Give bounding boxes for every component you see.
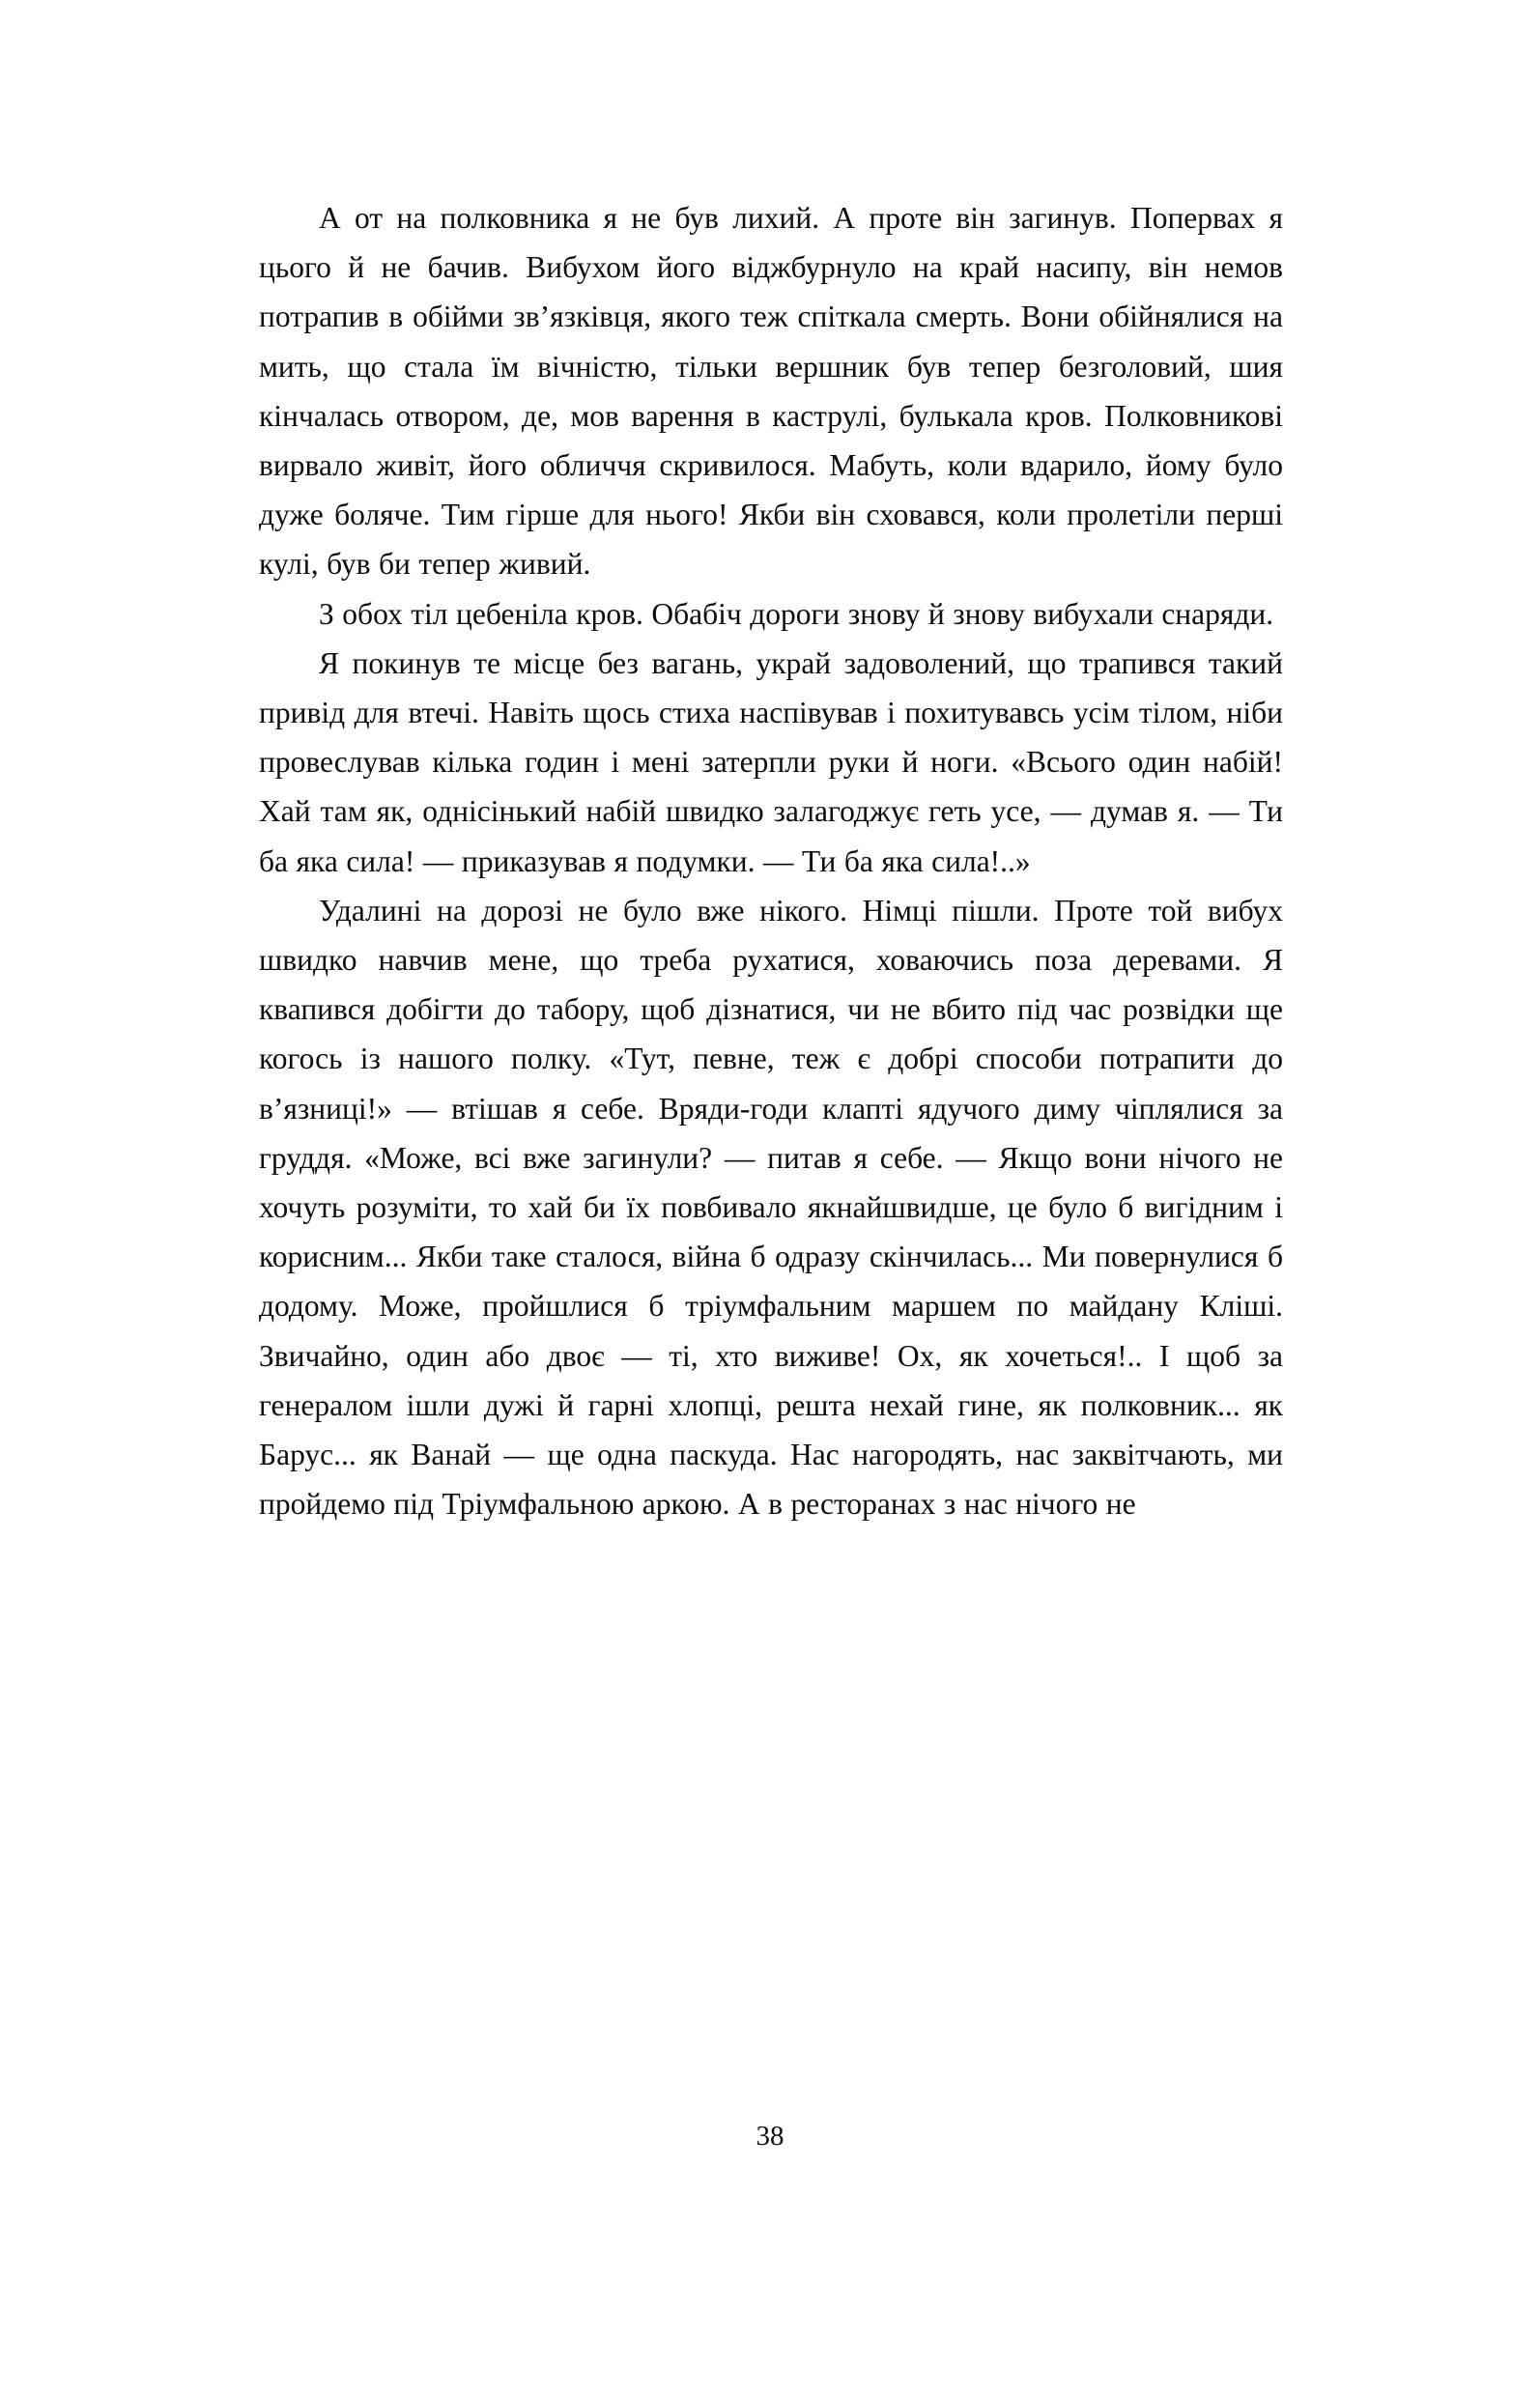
paragraph: Я покинув те місце без вагань, украй задоволений, що трапився такий привід для втечі. Навіть щось стиха наспівував і похитувавсь усім тілом, ніби провеслував кілька годин і мені затерпли руки й ноги. «Всього один набій! Хай там як, однісінький набій швидко залагоджує геть усе, — думав я. — Ти ба яка сила! — приказував я подумки. — Ти ба яка сила!..» <box>259 645 1283 878</box>
paragraph: З обох тіл цебеніла кров. Обабіч дороги знову й знову вибухали снаряди. <box>319 596 1274 631</box>
body-text <box>259 193 1283 1528</box>
paragraph: А от на полковника я не був лихий. А проте він загинув. Попервах я цього й не бачив. Вибухом його віджбурнуло на край насипу, він немов потрапив в обійми зв’язківця, якого теж спіткала смерть. Вони обійнялися на мить, що стала їм вічністю, тільки вершник був тепер безголовий, шия кінчалась отвором, де, мов варення в каструлі, булькала кров. Полковникові вирвало живіт, його обличчя скривилося. Мабуть, коли вдарило, йому було дуже боляче. Тим гірше для нього! Якби він сховався, коли пролетіли перші кулі, був би тепер живий. <box>259 201 1283 582</box>
paragraph: Удалині на дорозі не було вже нікого. Німці пішли. Проте той вибух швидко навчив мене, що треба рухатися, ховаючись поза деревами. Я квапився добігти до табору, щоб дізнатися, чи не вбито під час розвідки ще когось із нашого полку. «Тут, певне, теж є добрі способи потрапити до в’язниці!» — втішав я себе. Вряди-годи клапті ядучого диму чіплялися за груддя. «Може, всі вже загинули? — питав я себе. — Якщо вони нічого не хочуть розуміти, то хай би їх повбивало якнайшвидше, це було б вигідним і корисним... Якби таке сталося, війна б одразу скінчилась... Ми повернулися б додому. Може, пройшлися б тріумфальним маршем по майдану Кліші. Звичайно, один або двоє — ті, хто виживе! Ох, як хочеться!.. І щоб за генералом ішли дужі й гарні хлопці, решта нехай гине, як полковник... як Барус... як Ванай — ще одна паскуда. Нас нагородять, нас заквітчають, ми пройдемо під Тріумфальною аркою. А в ресторанах з нас нічого не <box>259 893 1283 1522</box>
page-number: 38 <box>756 2121 784 2152</box>
